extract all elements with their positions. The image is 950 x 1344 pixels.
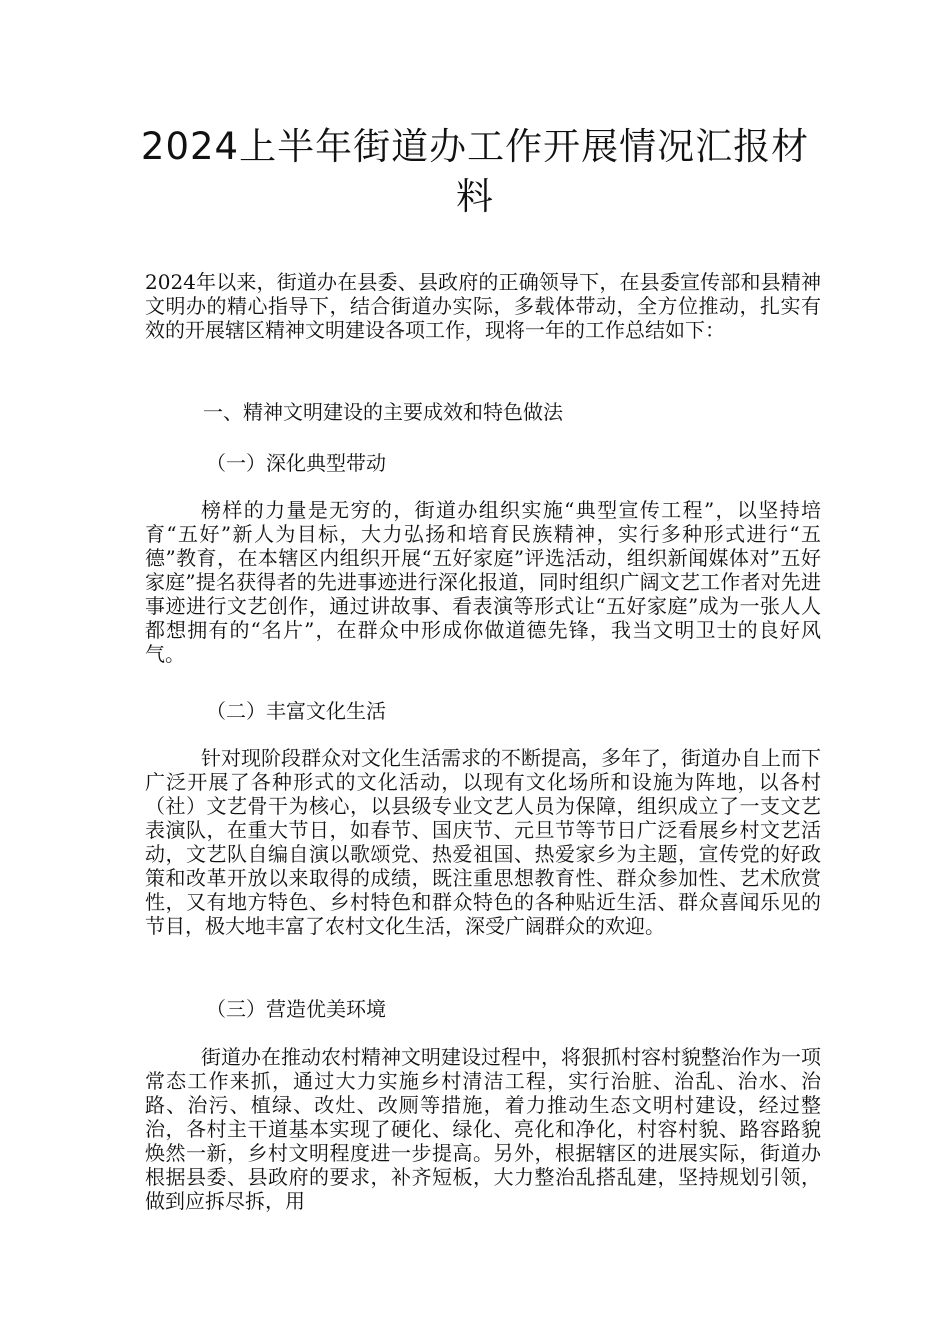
subsection-heading-3: （三）营造优美环境 xyxy=(206,997,386,1021)
subsection-1-paragraph: 榜样的力量是无穷的，街道办组织实施“典型宣传工程”，以坚持培育“五好”新人为目标，大力弘扬和培育民族精神，实行多种形式进行“五德”教育，在本辖区内组织开展“五好家庭”评选活动，组织新闻媒体对”五好家庭”提名获得者的先进事迹进行深化报道，同时组织广阔文艺工作者对先进事迹进行文艺创作，通过讲故事、看表演等形式让“五好家庭”成为一张人人都想拥有的“名片”，在群众中形成你做道德先锋，我当文明卫士的良好风气。 xyxy=(145,498,821,666)
document-title: 2024上半年街道办工作开展情况汇报材料 xyxy=(140,125,810,218)
subsection-heading-2: （二）丰富文化生活 xyxy=(206,699,386,723)
subsection-2-paragraph: 针对现阶段群众对文化生活需求的不断提高，多年了，街道办自上而下广泛开展了各种形式的文化活动，以现有文化场所和设施为阵地，以各村（社）文艺骨干为核心，以县级专业文艺人员为保障，组织成立了一支文艺表演队，在重大节日，如春节、国庆节、元旦节等节日广泛看展乡村文艺活动，文艺队自编自演以歌颂党、热爱祖国、热爱家乡为主题，宣传党的好政策和改革开放以来取得的成绩，既注重思想教育性、群众参加性、艺术欣赏性，又有地方特色、乡村特色和群众特色的各种贴近生活、群众喜闻乐见的节目，极大地丰富了农村文化生活，深受广阔群众的欢迎。 xyxy=(145,746,821,938)
section-heading-1: 一、精神文明建设的主要成效和特色做法 xyxy=(203,400,563,424)
subsection-heading-1: （一）深化典型带动 xyxy=(206,451,386,475)
subsection-3-paragraph: 街道办在推动农村精神文明建设过程中，将狠抓村容村貌整治作为一项常态工作来抓，通过大力实施乡村清洁工程，实行治脏、治乱、治水、治路、治污、植绿、改灶、改厕等措施，着力推动生态文明村建设，经过整治，各村主干道基本实现了硬化、绿化、亮化和净化，村容村貌、路容路貌焕然一新，乡村文明程度进一步提高。另外，根据辖区的进展实际，街道办根据县委、县政府的要求，补齐短板，大力整治乱搭乱建，坚持规划引领，做到应拆尽拆，用 xyxy=(145,1045,821,1213)
intro-paragraph: 2024年以来，街道办在县委、县政府的正确领导下，在县委宣传部和县精神文明办的精心指导下，结合街道办实际，多载体带动，全方位推动，扎实有效的开展辖区精神文明建设各项工作，现将一年的工作总结如下： xyxy=(145,270,821,342)
